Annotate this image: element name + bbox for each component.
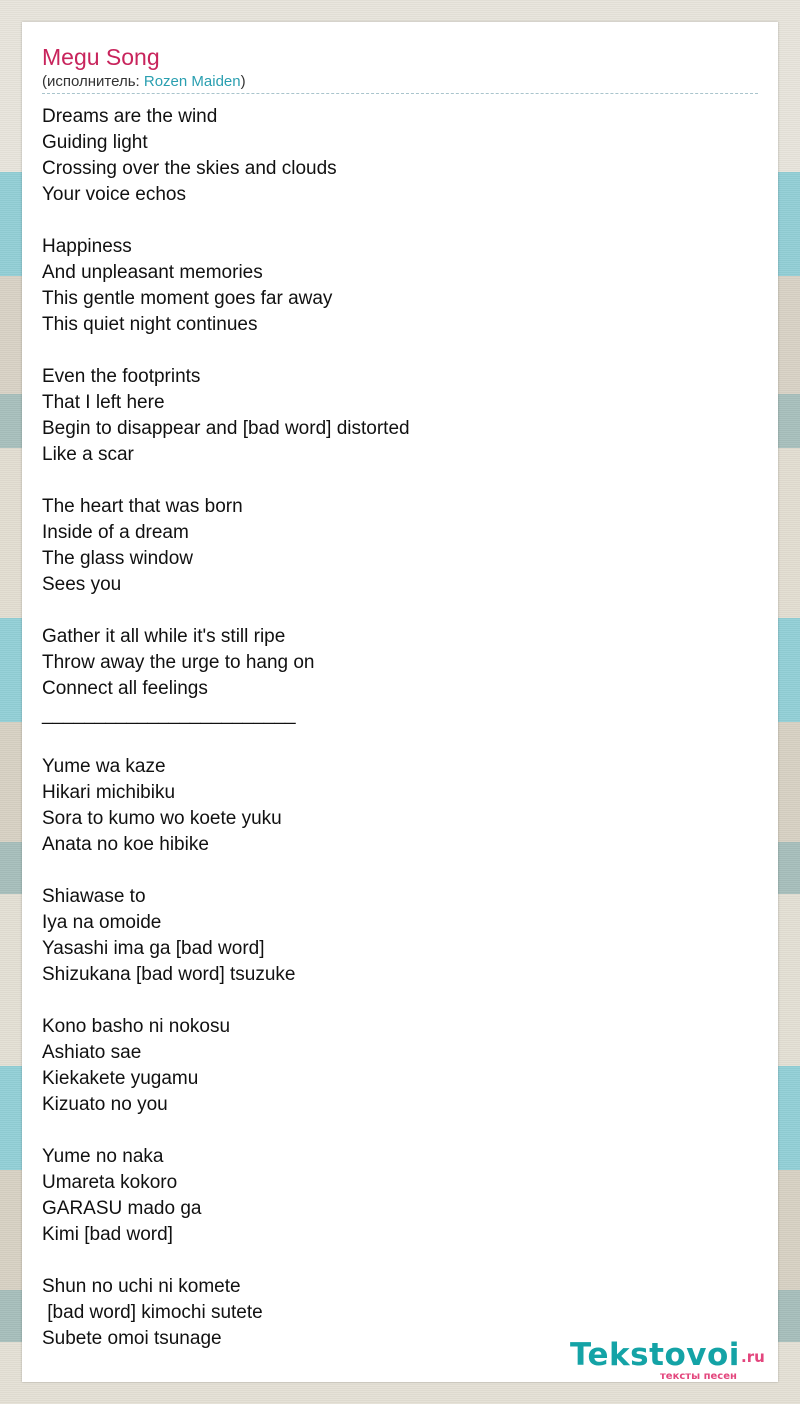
artist-link[interactable]: Rozen Maiden [143, 73, 241, 90]
site-logo[interactable] [570, 1338, 776, 1382]
song-title: Megu Song [42, 44, 160, 70]
artist-line [42, 73, 758, 94]
artist-prefix: (исполнитель: [42, 73, 144, 90]
logo-tld: .ru [741, 1348, 765, 1366]
lyrics-card [22, 22, 778, 1382]
lyrics-text: Dreams are the wind Guiding light Crossing over the skies and clouds Your voice echos Happiness And unpleasant memories This gentle moment goes far away This quiet night continues Even the footprints That I left here Begin to disappear and [bad word] distorted Like a scar The heart that was born Inside of a dream The glass window Sees you Gather it all while it's still ripe Throw away the urge to hang on Connect all feelings ________________________ Yume wa kaze Hikari michibiku Sora to kumo wo koete yuku Anata no koe hibike Shiawase to Iya na omoide Yasashi ima ga [bad word] Shizukana [bad word] tsuzuke Kono basho ni nokosu Ashiato sae Kiekakete yugamu Kizuato no you Yume no naka Umareta kokoro GARASU mado ga Kimi [bad word] Shun no uchi ni komete [bad word] kimochi sutete Subete omoi tsunage [42, 106, 410, 1349]
logo-tagline: тексты песен [660, 1371, 737, 1382]
logo-name: Tekstovoi [570, 1337, 740, 1373]
artist-suffix: ) [240, 73, 246, 90]
